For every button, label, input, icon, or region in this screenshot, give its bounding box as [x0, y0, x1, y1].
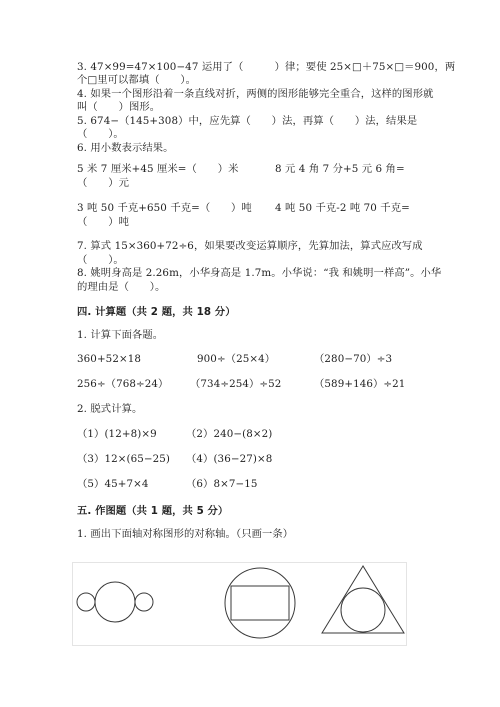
q6-b-line1: 8 元 4 角 7 分+5 元 6 角= — [275, 163, 405, 175]
q6-d-line2: （ ）吨 — [77, 216, 129, 228]
inscribed-rectangle — [231, 586, 289, 620]
calc-item: 256÷（768÷24） — [77, 378, 169, 390]
q6-c: 3 吨 50 千克+650 千克=（ ）吨 — [77, 202, 252, 214]
q7-line1: 7. 算式 15×360+72÷6，如果要改变运算顺序，先算加法，算式应改写成 — [77, 240, 423, 252]
inner-circle — [341, 588, 385, 632]
calc-item: 360+52×18 — [77, 353, 142, 365]
q8-line2: 的理由是（ ）。 — [77, 281, 166, 293]
q6-d-line1: 4 吨 50 千克-2 吨 70 千克= — [275, 202, 410, 214]
step-item: （1）(12+8)×9 — [77, 428, 157, 440]
symmetry-figures — [72, 562, 407, 646]
step-item: （6）8×7−15 — [186, 478, 258, 490]
q6-b-line2: （ ）元 — [77, 177, 129, 189]
drawing-title: 1. 画出下面轴对称图形的对称轴。（只画一条） — [77, 528, 294, 540]
circle-rectangle-figure — [225, 568, 295, 638]
outer-triangle — [322, 566, 404, 633]
three-circles-figure — [77, 582, 153, 622]
calc-item: （280−70）÷3 — [314, 353, 393, 365]
q6-title: 6. 用小数表示结果。 — [77, 142, 174, 154]
small-circle-right — [135, 593, 153, 611]
q5-line1: 5. 674−（145+308）中，应先算（ ）法，再算（ ）法，结果是 — [77, 115, 418, 127]
q3-line1: 3. 47×99=47×100−47 运用了（ ）律；要使 25×□＋75×□＝900，两 — [77, 61, 456, 73]
calc-item: （589+146）÷21 — [314, 378, 406, 390]
triangle-circle-figure — [322, 566, 404, 633]
step-title: 2. 脱式计算。 — [77, 403, 143, 415]
q4-line1: 4. 如果一个图形沿着一条直线对折，两侧的图形能够完全重合，这样的图形就 — [77, 88, 434, 100]
small-circle-left — [77, 593, 95, 611]
section4-heading: 四. 计算题（共 2 题，共 18 分） — [77, 306, 236, 318]
q7-line2: （ ）。 — [77, 254, 124, 266]
q3-line2: 个□里可以都填（ ）。 — [77, 74, 197, 86]
calc-title: 1. 计算下面各题。 — [77, 329, 164, 341]
step-item: （2）240−(8×2) — [186, 428, 273, 440]
step-item: （4）(36−27)×8 — [186, 453, 273, 465]
calc-item: （734÷254）÷52 — [190, 378, 282, 390]
outer-circle — [225, 568, 295, 638]
calc-item: 900÷（25×4） — [197, 353, 276, 365]
q5-line2: （ ）。 — [77, 128, 124, 140]
step-item: （5）45+7×4 — [77, 478, 149, 490]
step-item: （3）12×(65−25) — [77, 453, 171, 465]
section5-heading: 五. 作图题（共 1 题，共 5 分） — [77, 505, 229, 517]
large-circle-center — [95, 582, 135, 622]
q6-a: 5 米 7 厘米+45 厘米=（ ）米 — [77, 163, 239, 175]
q8-line1: 8. 姚明身高是 2.26m，小华身高是 1.7m。小华说：“我 和姚明一样高”。小华 — [77, 267, 442, 279]
q4-line2: 叫（ ）图形。 — [77, 101, 161, 113]
